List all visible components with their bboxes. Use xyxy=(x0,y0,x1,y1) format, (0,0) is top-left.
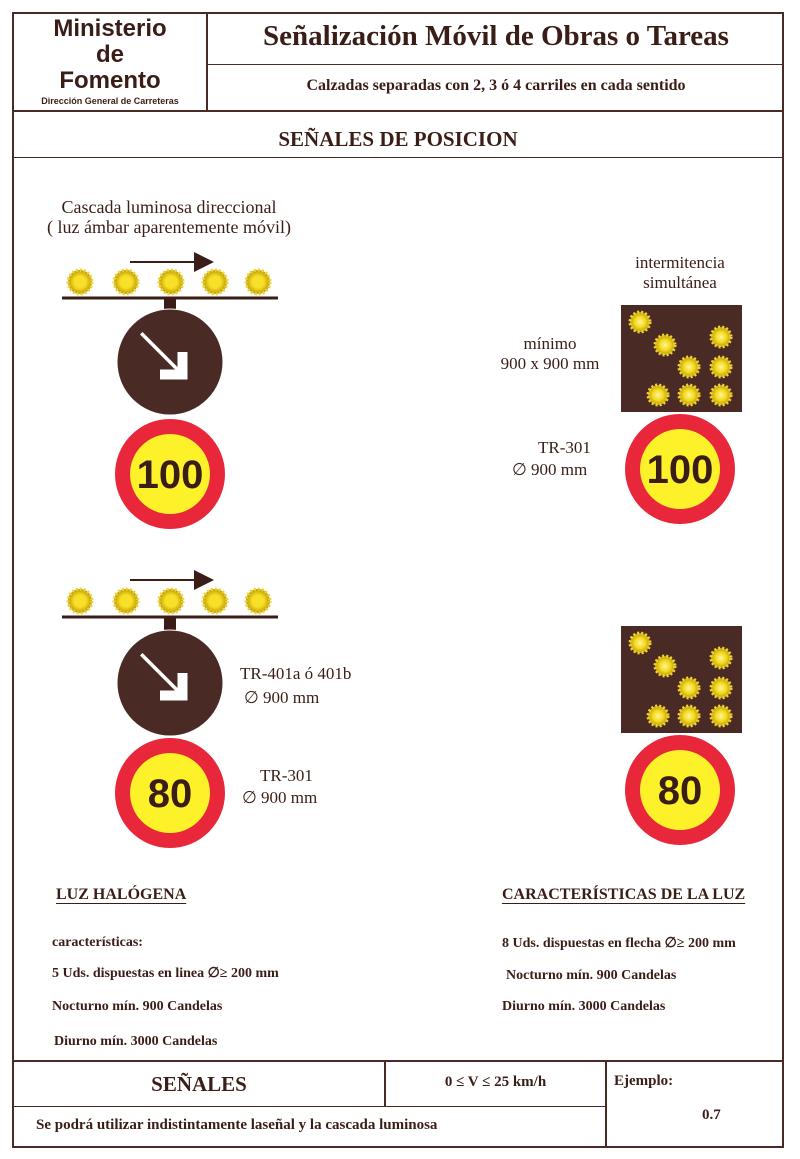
halogen-line-3: Diurno mín. 3000 Candelas xyxy=(54,1034,218,1049)
section-title: SEÑALES DE POSICION xyxy=(278,127,518,151)
speed-value: 80 xyxy=(657,769,703,813)
lamp xyxy=(159,589,183,613)
tr401-sign-top xyxy=(117,309,223,415)
org-line-3: Fomento xyxy=(59,67,161,94)
minimum-label: mínimo xyxy=(523,334,577,353)
org-line-1: Ministerio xyxy=(53,15,167,42)
tr301-right-size: ∅ 900 mm xyxy=(512,460,588,479)
tr401-sign-bottom xyxy=(117,630,223,736)
flash-panel-bottom xyxy=(621,626,742,733)
flash-panel-top xyxy=(621,305,742,412)
speed-sign-100-left xyxy=(115,419,225,529)
lamp xyxy=(246,270,270,294)
flash-caption-line-1: intermitencia xyxy=(635,253,725,272)
footer-note: Se podrá utilizar indistintamente laseñal y la cascada luminosa xyxy=(36,1117,438,1133)
lamp xyxy=(203,589,227,613)
minimum-size: 900 x 900 mm xyxy=(500,354,600,373)
lamp xyxy=(648,706,668,726)
light-title: CARACTERÍSTICAS DE LA LUZ xyxy=(502,886,746,903)
lamp xyxy=(114,589,138,613)
org-line-2: de xyxy=(95,41,124,68)
lamp xyxy=(679,385,699,405)
speed-value: 80 xyxy=(147,772,193,816)
lamp xyxy=(159,270,183,294)
tr401-code: TR-401a ó 401b xyxy=(240,664,352,683)
lamp xyxy=(679,706,699,726)
halogen-line-2: Nocturno mín. 900 Candelas xyxy=(52,999,223,1014)
lamp xyxy=(655,656,675,676)
flash-caption-line-2: simultánea xyxy=(643,273,717,292)
cascade-caption-line-1: Cascada luminosa direccional xyxy=(61,197,277,217)
cascade-bottom-mount xyxy=(164,617,176,631)
speed-sign-80-left xyxy=(115,738,225,848)
lamp xyxy=(711,385,731,405)
light-line-3: Diurno mín. 3000 Candelas xyxy=(502,999,666,1014)
lamp xyxy=(203,270,227,294)
halogen-title: LUZ HALÓGENA xyxy=(56,886,187,903)
speed-sign-80-right xyxy=(625,735,735,845)
footer-signals-label: SEÑALES xyxy=(151,1072,247,1096)
speed-value: 100 xyxy=(136,453,204,497)
lamp xyxy=(655,335,675,355)
speed-sign-100-right xyxy=(625,414,735,524)
page-subtitle: Calzadas separadas con 2, 3 ó 4 carriles en cada sentido xyxy=(306,77,686,94)
lamp xyxy=(679,357,699,377)
lamp xyxy=(246,589,270,613)
page-title: Señalización Móvil de Obras o Tareas xyxy=(263,20,729,52)
lamp xyxy=(114,270,138,294)
lamp xyxy=(711,648,731,668)
cascade-top xyxy=(62,262,278,312)
lamp xyxy=(630,312,650,332)
lamp xyxy=(68,589,92,613)
speed-value: 100 xyxy=(646,448,714,492)
tr301-left-size: ∅ 900 mm xyxy=(242,788,318,807)
footer-speed-range: 0 ≤ V ≤ 25 km/h xyxy=(444,1074,547,1090)
halogen-intro: características: xyxy=(52,935,143,950)
lamp xyxy=(68,270,92,294)
tr301-left-code: TR-301 xyxy=(260,766,313,785)
footer-example-value: 0.7 xyxy=(702,1107,721,1123)
light-line-1: 8 Uds. dispuestas en flecha ∅≥ 200 mm xyxy=(502,936,736,951)
lamp xyxy=(711,357,731,377)
lamp xyxy=(630,633,650,653)
cascade-caption-line-2: ( luz ámbar aparentemente móvil) xyxy=(47,217,291,237)
lamp xyxy=(711,706,731,726)
lamp xyxy=(711,327,731,347)
light-line-2: Nocturno mín. 900 Candelas xyxy=(506,968,677,983)
lamp xyxy=(679,678,699,698)
footer-example-label: Ejemplo: xyxy=(614,1073,674,1089)
lamp xyxy=(648,385,668,405)
halogen-line-1: 5 Uds. dispuestas en linea ∅≥ 200 mm xyxy=(52,966,279,981)
cascade-bottom xyxy=(62,580,278,631)
org-subtitle: Dirección General de Carreteras xyxy=(41,96,179,106)
tr301-right-code: TR-301 xyxy=(538,438,591,457)
tr401-size: ∅ 900 mm xyxy=(244,688,320,707)
lamp xyxy=(711,678,731,698)
